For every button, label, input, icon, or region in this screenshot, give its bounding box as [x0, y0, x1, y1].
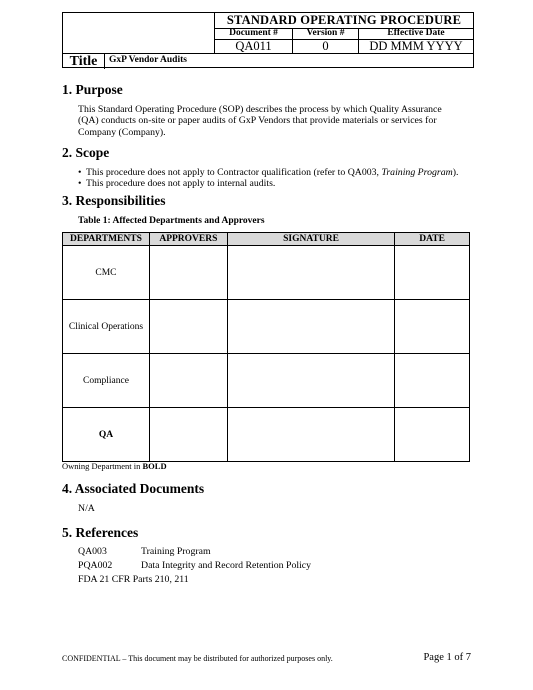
references-heading: 5. References — [62, 525, 139, 540]
associated-text: N/A — [78, 503, 95, 514]
scope-bullet-2-text: This procedure does not apply to internal audits. — [86, 178, 276, 190]
responsibilities-heading: 3. Responsibilities — [62, 193, 166, 208]
page-number: Page 1 of 7 — [423, 652, 471, 663]
version-cell — [293, 28, 359, 53]
reference-code: PQA002 — [78, 560, 113, 571]
department-cell: Compliance — [63, 354, 150, 408]
table-caption: Table 1: Affected Departments and Approvers — [78, 216, 265, 226]
confidential-notice: CONFIDENTIAL – This document may be distributed for authorized purposes only. — [62, 654, 333, 663]
document-number-cell — [215, 28, 293, 53]
purpose-text: This Standard Operating Procedure (SOP) describes the process by which Quality Assurance (QA) conducts on-site or paper audits of GxP Vendors that provide materials or services for Company (Company). — [78, 104, 442, 138]
responsibilities-table — [62, 232, 470, 462]
effective-date-label: Effective Date — [359, 28, 473, 40]
date-cell[interactable] — [395, 408, 470, 462]
signature-cell[interactable] — [227, 354, 394, 408]
scope-bullet-2 — [78, 178, 458, 189]
table-row — [63, 354, 470, 408]
scope-list — [78, 167, 458, 190]
table-header-row — [63, 233, 470, 246]
note-bold: BOLD — [142, 461, 167, 471]
document-header — [62, 12, 474, 68]
table-row — [63, 408, 470, 462]
signature-cell[interactable] — [227, 246, 394, 300]
signature-cell[interactable] — [227, 300, 394, 354]
header-logo-area — [63, 13, 215, 53]
header-info — [215, 13, 473, 53]
department-cell-owning: QA — [63, 408, 150, 462]
scope-bullet-1-italic: Training Program — [381, 167, 453, 178]
table-row — [63, 246, 470, 300]
scope-bullet-1-suffix: ). — [452, 167, 459, 178]
version-label: Version # — [293, 28, 358, 40]
approver-cell[interactable] — [149, 246, 227, 300]
approver-cell[interactable] — [149, 300, 227, 354]
date-cell[interactable] — [395, 300, 470, 354]
col-signature: SIGNATURE — [227, 233, 394, 246]
title-label: Title — [63, 54, 105, 69]
col-date: DATE — [395, 233, 470, 246]
title-row — [63, 53, 473, 69]
reference-title: Data Integrity and Record Retention Policy — [141, 560, 312, 571]
approver-cell[interactable] — [149, 354, 227, 408]
reference-title: Training Program — [141, 546, 211, 557]
title-value: GxP Vendor Audits — [109, 55, 187, 65]
document-number-value: QA011 — [235, 39, 272, 53]
signature-cell[interactable] — [227, 408, 394, 462]
reference-extra: FDA 21 CFR Parts 210, 211 — [78, 574, 189, 585]
col-approvers: APPROVERS — [149, 233, 227, 246]
table-row — [63, 300, 470, 354]
scope-heading: 2. Scope — [62, 145, 110, 160]
scope-bullet-1-prefix: This procedure does not apply to Contractor qualification (refer to QA003, — [86, 167, 382, 178]
date-cell[interactable] — [395, 354, 470, 408]
effective-date-value: DD MMM YYYY — [369, 39, 463, 53]
reference-code: QA003 — [78, 546, 107, 557]
purpose-heading: 1. Purpose — [62, 82, 123, 97]
date-cell[interactable] — [395, 246, 470, 300]
reference-item — [78, 560, 312, 571]
version-value: 0 — [322, 39, 329, 53]
doc-type-title: STANDARD OPERATING PROCEDURE — [215, 13, 473, 29]
department-cell: CMC — [63, 246, 150, 300]
owning-department-note — [62, 461, 167, 471]
note-prefix: Owning Department in — [62, 461, 143, 471]
scope-bullet-1 — [78, 167, 458, 178]
document-number-label: Document # — [215, 28, 292, 40]
department-cell: Clinical Operations — [63, 300, 150, 354]
approver-cell[interactable] — [149, 408, 227, 462]
col-departments: DEPARTMENTS — [63, 233, 150, 246]
reference-item — [78, 546, 211, 557]
associated-heading: 4. Associated Documents — [62, 481, 205, 496]
effective-date-cell — [359, 28, 473, 53]
